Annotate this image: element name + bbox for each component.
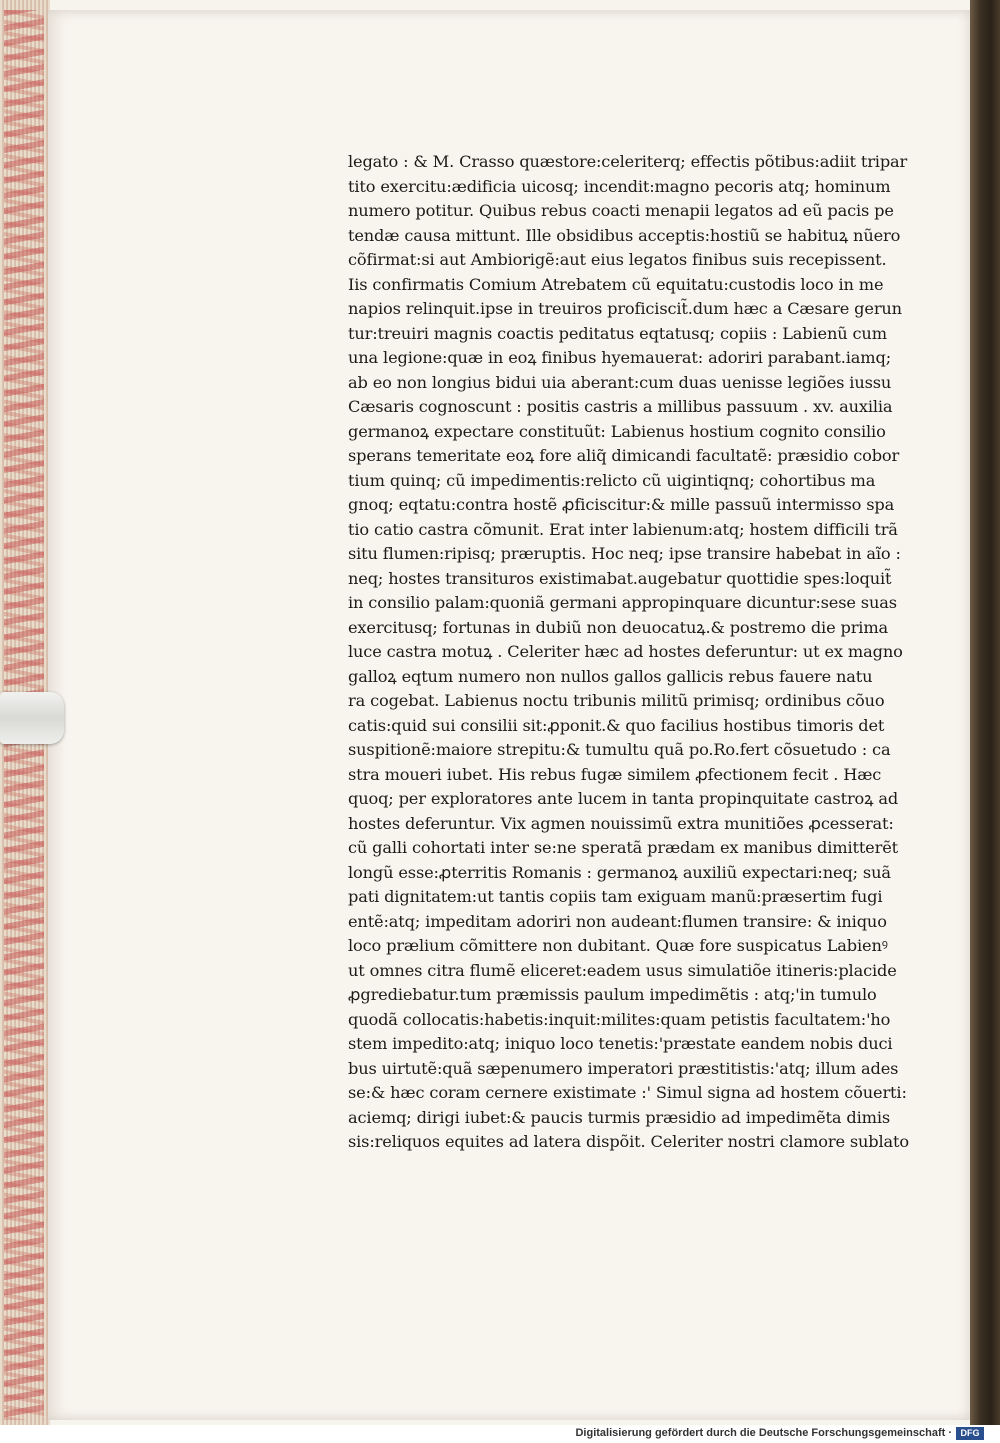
text-line: cõfirmat:si aut Ambiorigẽ:aut eius legatos finibus suis recepissent. xyxy=(348,250,887,269)
text-line: galloꝝ eqtum numero non nullos gallos gallicis rebus fauere natu xyxy=(348,666,873,686)
text-line: gnoq; eqtatu:contra hostẽ ꝓficiscitur:& mille passuũ intermisso spa xyxy=(348,495,895,514)
text-block xyxy=(348,150,928,1155)
text-line: cũ galli cohortati inter se:ne speratã prædam ex manibus dimitterẽt xyxy=(348,838,898,857)
text-line: germanoꝝ expectare constituũt: Labienus hostium cognito consilio xyxy=(348,421,886,441)
text-line: aciemq; dirigi iubet:& paucis turmis præsidio ad impedimẽta dimis xyxy=(348,1107,891,1127)
text-line: in consilio palam:quoniã germani appropinquare dicuntur:sese suas xyxy=(348,593,897,612)
book-edge-right xyxy=(970,0,1000,1443)
text-line: longũ esse:ꝓterritis Romanis : germanoꝝ auxiliũ expectari:neq; suã xyxy=(348,862,891,882)
text-line: tium quinq; cũ impedimentis:relicto cũ uigintiqnq; cohortibus ma xyxy=(348,470,876,490)
footer-credit: Digitalisierung gefördert durch die Deutsche Forschungsgemeinschaft · xyxy=(575,1427,952,1439)
text-line: quodã collocatis:habetis:inquit:milites:quam petistis facultatem:'ho xyxy=(348,1009,891,1029)
text-line: tito exercitu:ædificia uicosq; incendit:magno pecoris atq; hominum xyxy=(348,176,891,196)
text-line: numero potitur. Quibus rebus coacti menapii legatos ad eũ pacis pe xyxy=(348,201,894,220)
text-line: exercitusq; fortunas in dubiũ non deuocatuꝝ.& postremo die prima xyxy=(348,617,889,637)
text-line: una legione:quæ in eoꝝ finibus hyemauerat: adoriri parabant.iamq; xyxy=(348,348,892,367)
page-clip xyxy=(0,692,64,744)
text-line: ra cogebat. Labienus noctu tribunis militũ primisq; ordinibus cõuo xyxy=(348,691,885,710)
text-line: tur:treuiri magnis coactis peditatus eqtatusq; copiis : Labienũ cum xyxy=(348,323,887,343)
text-line: luce castra motuꝝ . Celeriter hæc ad hostes deferuntur: ut ex magno xyxy=(348,642,903,661)
dfg-logo: DFG xyxy=(956,1427,984,1440)
text-line: bus uirtutẽ:quã sæpenumero imperatori præstitistis:'atq; illum ades xyxy=(348,1058,899,1078)
text-line: sis:reliquos equites ad latera dispõit. Celeriter nostri clamore sublato xyxy=(348,1132,909,1151)
text-line: loco prælium cõmittere non dubitant. Quæ fore suspicatus Labienꝰ xyxy=(348,936,888,955)
text-line: tio catio castra cõmunit. Erat inter labienum:atq; hostem difficili trã xyxy=(348,519,898,539)
text-line: stra moueri iubet. His rebus fugæ similem ꝓfectionem fecit . Hæc xyxy=(348,764,882,784)
text-line: entẽ:atq; impeditam adoriri non audeant:flumen transire: & iniquo xyxy=(348,911,887,931)
text-line: legato : & M. Crasso quæstore:celeriterq; effectis põtibus:adiit tripar xyxy=(348,152,908,171)
text-line: hostes deferuntur. Vix agmen nouissimũ extra munitiões ꝓcesserat: xyxy=(348,813,894,833)
text-line: se:& hæc coram cernere existimate :' Simul signa ad hostem cõuerti: xyxy=(348,1083,907,1102)
text-line: catis:quid sui consilii sit:ꝓponit.& quo facilius hostibus timoris det xyxy=(348,715,885,735)
text-line: sperans temeritate eoꝝ fore aliq̃ dimicandi facultatẽ: præsidio cobor xyxy=(348,446,900,465)
text-line: situ flumen:ripisq; præruptis. Hoc neq; ipse transire habebat in aĩo : xyxy=(348,544,901,563)
text-line: neq; hostes transituros existimabat.augebatur quottidie spes:loquit̃ xyxy=(348,568,892,588)
text-line: ꝓgrediebatur.tum præmissis paulum impedimẽtis : atq;'in tumulo xyxy=(348,985,877,1004)
text-line: pati dignitatem:ut tantis copiis tam exiguam manũ:præsertim fugi xyxy=(348,887,883,906)
text-line: Cæsaris cognoscunt : positis castris a millibus passuum . xv. auxilia xyxy=(348,397,893,416)
book-page xyxy=(48,10,973,1420)
text-line: Iis confirmatis Comium Atrebatem cũ equitatu:custodis loco in me xyxy=(348,274,884,294)
text-line: suspitionẽ:maiore strepitu:& tumultu quã po.Ro.fert cõsuetudo : ca xyxy=(348,740,891,759)
text-line: stem impedito:atq; iniquo loco tenetis:'præstate eandem nobis duci xyxy=(348,1034,893,1053)
text-line: quoq; per exploratores ante lucem in tanta propinquitate castroꝝ ad xyxy=(348,789,899,808)
text-line: tendæ causa mittunt. Ille obsidibus acceptis:hostiũ se habituꝝ nũero xyxy=(348,225,901,245)
text-line: ab eo non longius bidui uia aberant:cum duas uenisse legiões iussu xyxy=(348,372,892,392)
text-line: napios relinquit.ipse in treuiros proficiscit̃.dum hæc a Cæsare gerun xyxy=(348,299,902,318)
footer-bar xyxy=(0,1425,1000,1443)
text-line: ut omnes citra flumẽ eliceret:eadem usus simulatiõe itineris:placide xyxy=(348,960,897,980)
